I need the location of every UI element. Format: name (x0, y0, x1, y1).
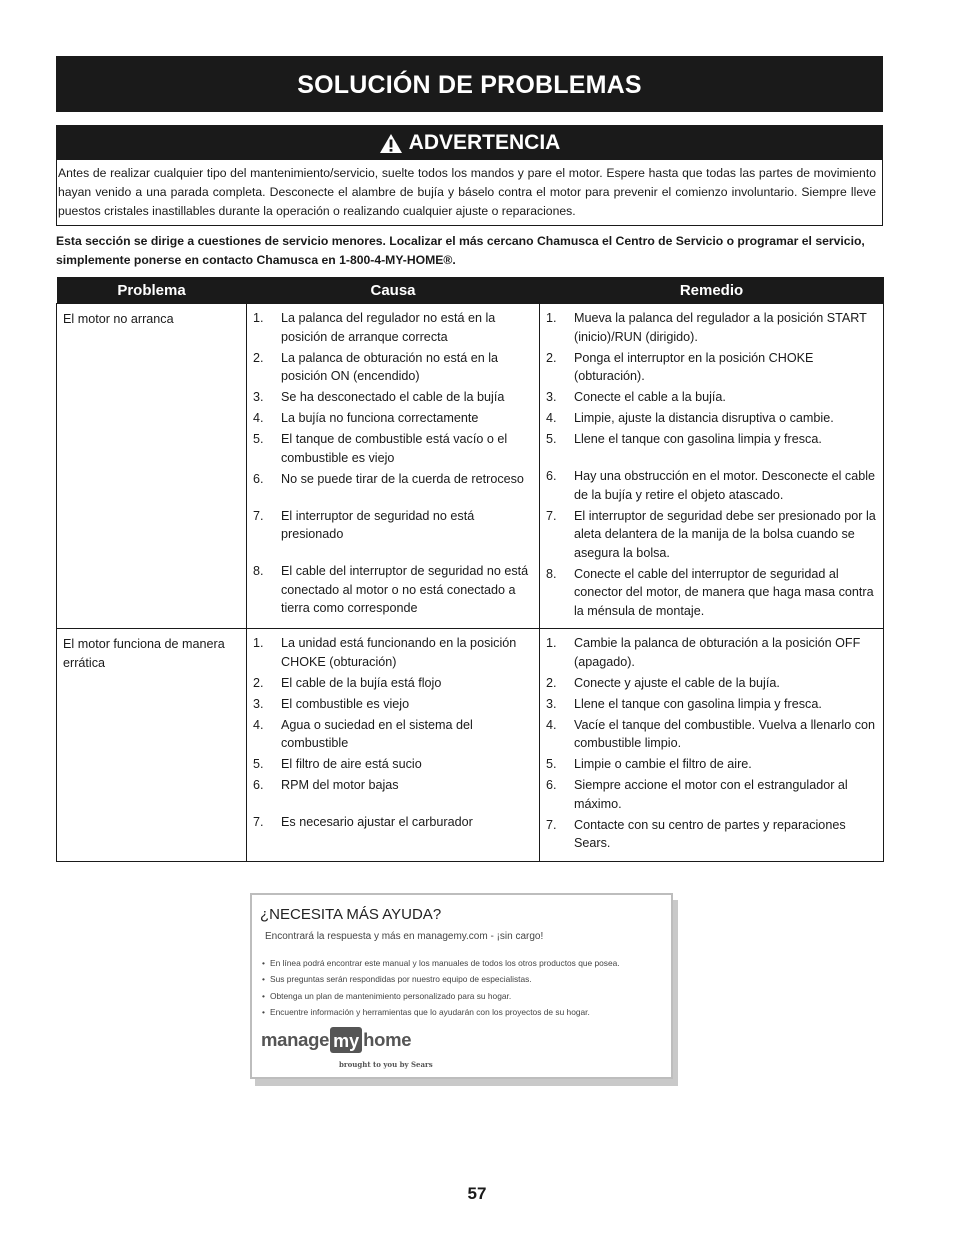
item-text: El interruptor de seguridad debe ser presionado por la aleta delantera de la manija de la bolsa cuando se asegura la bolsa. (574, 508, 876, 560)
cause-cell (247, 629, 540, 862)
warning-box (56, 125, 883, 226)
table-row (57, 629, 884, 862)
item-text: El filtro de aire está sucio (281, 757, 422, 771)
spacer (253, 795, 533, 814)
list-item (253, 716, 533, 753)
item-number: 4. (546, 717, 557, 732)
list-item (546, 674, 877, 693)
cause-cell (247, 304, 540, 629)
item-number: 5. (253, 757, 264, 771)
bullet-text: Obtenga un plan de mantenimiento personalizado para su hogar. (270, 990, 512, 1001)
help-title: ¿NECESITA MÁS AYUDA? (260, 906, 442, 923)
item-text: El combustible es viejo (281, 696, 410, 711)
managemyhome-logo (261, 1025, 411, 1055)
bullet-icon: • (262, 958, 265, 968)
item-text: El interruptor de seguridad no está presionado (281, 508, 475, 541)
item-number: 5. (253, 432, 264, 446)
list-item (546, 388, 877, 407)
list-item (253, 409, 533, 428)
spacer (253, 544, 533, 563)
item-number: 1. (253, 636, 264, 650)
troubleshooting-table (56, 277, 884, 862)
item-number: 5. (546, 757, 557, 771)
spacer (253, 488, 533, 507)
help-bullet-list (262, 955, 667, 1020)
item-text: Siempre accione el motor con el estrangulador al máximo. (574, 778, 848, 811)
logo-tagline: brought to you by Sears (339, 1060, 433, 1069)
list-item (253, 674, 533, 693)
item-number: 6. (546, 469, 557, 483)
list-item (253, 634, 533, 671)
item-number: 4. (546, 411, 557, 425)
item-number: 3. (253, 390, 264, 404)
list-item (262, 1004, 667, 1020)
item-number: 4. (253, 411, 264, 425)
list-item (253, 388, 533, 407)
item-text: La palanca de obturación no está en la posición ON (encendido) (281, 350, 499, 383)
item-text: Conecte el cable del interruptor de seguridad al conector del motor, de manera que haga masa contra la ménsula de montaje. (574, 566, 874, 618)
item-number: 1. (546, 311, 557, 325)
warning-triangle-icon (379, 133, 403, 154)
item-text: Se ha desconectado el cable de la bujía (281, 390, 505, 404)
item-number: 4. (253, 717, 264, 732)
item-number: 6. (546, 778, 557, 792)
item-text: Ponga el interruptor en la posición CHOKE (obturación). (574, 350, 814, 383)
list-item (546, 565, 877, 621)
item-number: 7. (253, 815, 264, 829)
warning-header (57, 126, 882, 160)
item-text: Conecte el cable a la bujía. (574, 390, 726, 404)
header-remedio: Remedio (540, 277, 884, 304)
list-item (546, 695, 877, 714)
problem-cell: El motor funciona de manera errática (57, 629, 247, 862)
list-item (253, 813, 533, 832)
help-box (250, 893, 673, 1079)
bullet-icon: • (262, 974, 265, 985)
logo-word-home: home (363, 1029, 412, 1050)
header-problema: Problema (57, 277, 247, 304)
list-item (546, 507, 877, 563)
logo-badge-my: my (330, 1027, 362, 1053)
warning-text: Antes de realizar cualquier tipo del mantenimiento/servicio, suelte todos los mandos y pare el motor. Espere hasta que todas las partes de movimiento hayan venido a una parada completa. Desconecte el alambre de bujía y báselo contra el motor para prevenir el comienzo involuntario. Siempre lleve puestos cristales inastillables durante la operación o realizando cualquier ajuste o reparaciones. (58, 166, 876, 218)
list-item (253, 562, 533, 618)
warning-title: ADVERTENCIA (408, 131, 561, 154)
item-number: 5. (546, 432, 557, 446)
list-item (546, 776, 877, 813)
list-item (546, 755, 877, 774)
list-item (253, 309, 533, 346)
list-item (253, 470, 533, 489)
item-text: El tanque de combustible está vacío o el combustible es viejo (281, 432, 508, 465)
item-text: Hay una obstrucción en el motor. Desconecte el cable de la bujía y retire el objeto atascado. (574, 469, 876, 502)
list-item (262, 988, 667, 1004)
item-text: No se puede tirar de la cuerda de retroceso (281, 471, 524, 486)
item-text: Contacte con su centro de partes y reparaciones Sears. (574, 817, 846, 850)
header-causa: Causa (247, 277, 540, 304)
item-text: RPM del motor bajas (281, 778, 399, 792)
item-text: Llene el tanque con gasolina limpia y fresca. (574, 432, 822, 446)
item-text: Agua o suciedad en el sistema del combustible (281, 717, 473, 750)
item-number: 3. (253, 696, 264, 711)
item-text: Mueva la palanca del regulador a la posición START (inicio)/RUN (dirigido). (574, 311, 867, 344)
page-number: 57 (467, 1184, 487, 1203)
item-text: La unidad está funcionando en la posición CHOKE (obturación) (281, 636, 517, 669)
item-number: 2. (546, 350, 557, 365)
item-text: Limpie o cambie el filtro de aire. (574, 757, 752, 771)
item-number: 7. (253, 508, 264, 523)
item-number: 1. (546, 636, 557, 650)
bullet-icon: • (262, 1006, 265, 1017)
item-number: 2. (546, 675, 557, 690)
item-number: 2. (253, 350, 264, 365)
list-item (546, 816, 877, 853)
page-title: SOLUCIÓN DE PROBLEMAS (297, 71, 642, 99)
item-number: 2. (253, 675, 264, 690)
help-subtitle: Encontrará la respuesta y más en managemy.com - ¡sin cargo! (265, 931, 544, 942)
item-text: El cable del interruptor de seguridad no está conectado al motor o no está conectado a tierra como corresponde (281, 564, 529, 615)
bullet-text: Encuentre información y herramientas que lo ayudarán con los proyectos de su hogar. (270, 1006, 590, 1017)
bullet-text: En línea podrá encontrar este manual y los manuales de todos los otros productos que posea. (270, 958, 620, 968)
item-text: Limpie, ajuste la distancia disruptiva o cambie. (574, 411, 834, 425)
list-item (253, 695, 533, 714)
item-number: 8. (253, 564, 264, 578)
bullet-text: Sus preguntas serán respondidas por nuestro equipo de especialistas. (270, 974, 532, 985)
table-header-row (57, 277, 884, 304)
list-item (253, 507, 533, 544)
item-text: Cambie la palanca de obturación a la posición OFF (apagado). (574, 636, 861, 669)
remedy-cell (540, 304, 884, 629)
item-number: 1. (253, 311, 264, 325)
list-item (253, 776, 533, 795)
list-item (546, 409, 877, 428)
list-item (546, 309, 877, 346)
item-text: Es necesario ajustar el carburador (281, 815, 473, 829)
item-text: Conecte y ajuste el cable de la bujía. (574, 675, 780, 690)
list-item (546, 467, 877, 504)
item-number: 6. (253, 471, 264, 486)
bullet-icon: • (262, 990, 265, 1001)
item-number: 3. (546, 390, 557, 404)
list-item (546, 716, 877, 753)
table-row (57, 304, 884, 629)
problem-cell: El motor no arranca (57, 304, 247, 629)
item-text: El cable de la bujía está flojo (281, 675, 442, 690)
item-text: Llene el tanque con gasolina limpia y fresca. (574, 696, 822, 711)
intro-text: Esta sección se dirige a cuestiones de servicio menores. Localizar el más cercano Chamusca el Centro de Servicio o programar el servicio, simplemente ponerse en contacto Chamusca en 1-800-4-MY-HOME®. (56, 234, 865, 267)
item-number: 7. (546, 817, 557, 832)
logo-word-manage: manage (261, 1029, 330, 1050)
list-item (262, 955, 667, 971)
list-item (253, 349, 533, 386)
remedy-cell (540, 629, 884, 862)
page-title-bar (56, 56, 883, 112)
list-item (546, 634, 877, 671)
item-number: 6. (253, 778, 264, 792)
item-text: Vacíe el tanque del combustible. Vuelva a llenarlo con combustible limpio. (574, 717, 876, 750)
list-item (253, 755, 533, 774)
list-item (546, 349, 877, 386)
item-text: La palanca del regulador no está en la posición de arranque correcta (281, 311, 496, 344)
item-number: 3. (546, 696, 557, 711)
list-item (546, 430, 877, 449)
list-item (262, 971, 667, 987)
item-text: La bujía no funciona correctamente (281, 411, 479, 425)
list-item (253, 430, 533, 467)
spacer (546, 449, 877, 468)
item-number: 7. (546, 508, 557, 523)
item-number: 8. (546, 566, 557, 581)
